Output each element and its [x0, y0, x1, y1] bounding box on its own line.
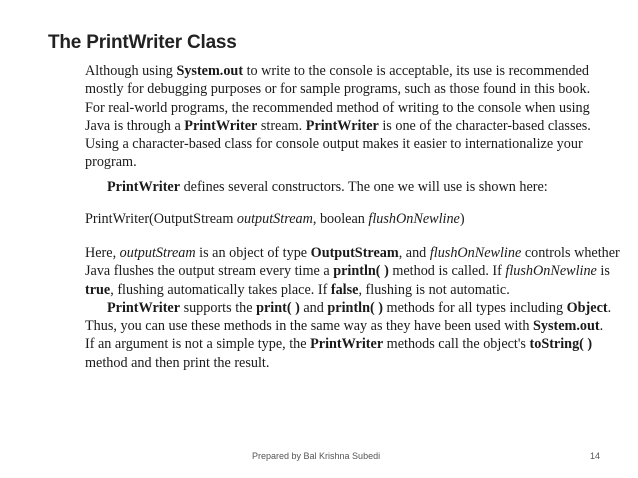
p3-line-1: Here, outputStream is an object of type OutputStream, and flushOnNewline controls whether [85, 245, 620, 261]
param-output-stream: outputStream [119, 245, 196, 261]
code-printwriter: PrintWriter [305, 117, 379, 134]
text-span: defines several constructors. The one we will use is shown here: [180, 179, 548, 195]
code-system-out: System.out [176, 63, 244, 79]
code-printwriter: PrintWriter [107, 179, 181, 195]
paragraph-1 [85, 62, 605, 172]
page-number: 14 [590, 451, 601, 461]
param-flush-on-newline: flushOnNewline [368, 211, 460, 227]
text-span: , boolean [312, 211, 369, 227]
p1-line-6: program. [85, 154, 137, 171]
p4-line-4: method and then print the result. [85, 354, 270, 371]
p4-line-1: PrintWriter supports the print( ) and println( ) methods for all types including Object. [107, 299, 612, 316]
param-flush-on-newline: flushOnNewline [505, 263, 597, 280]
code-system-out: System.out [532, 318, 600, 335]
p4-line-3: If an argument is not a simple type, the PrintWriter methods call the object's toString( ) [85, 336, 593, 353]
code-false: false [330, 281, 359, 298]
p1-line-3: For real-world programs, the recommended method of writing to the console when using [85, 99, 590, 116]
param-output-stream: outputStream [236, 211, 313, 227]
code-object: Object [566, 299, 608, 316]
p1-line-4: Java is through a PrintWriter stream. PrintWriter is one of the character-based classes. [85, 117, 591, 134]
constructor-line [85, 210, 605, 228]
code-println: println( ) [327, 299, 383, 316]
code-true: true [85, 281, 111, 298]
p1-line-1: Although using System.out to write to the console is acceptable, its use is recommended [85, 63, 589, 79]
p1-line-2: mostly for debugging purposes or for sample programs, such as those found in this book. [85, 81, 591, 98]
p3-line-3: true, flushing automatically takes place. If false, flushing is not automatic. [85, 281, 510, 298]
constructor-signature [85, 210, 605, 228]
text-span: ) [459, 211, 465, 227]
code-printwriter: PrintWriter [107, 299, 181, 316]
code-printwriter: PrintWriter [310, 336, 384, 353]
code-tostring: toString( ) [529, 336, 593, 353]
code-println: println( ) [333, 263, 389, 280]
code-print: print( ) [256, 299, 300, 316]
param-flush-on-newline: flushOnNewline [429, 245, 522, 261]
code-outputstream: OutputStream [310, 245, 399, 261]
paragraph-3-4 [85, 244, 620, 372]
page-title: The PrintWriter Class [48, 32, 237, 53]
p4-line-2: Thus, you can use these methods in the same way as they have been used with System.out. [85, 318, 604, 335]
p1-line-5: Using a character-based class for console output makes it easier to internationalize your [85, 136, 583, 153]
code-printwriter: PrintWriter [184, 117, 258, 134]
footer-credit: Prepared by Bal Krishna Subedi [252, 451, 381, 461]
paragraph-2 [85, 178, 605, 196]
text-span: PrintWriter(OutputStream [85, 211, 237, 227]
p2-line-1 [85, 178, 605, 196]
p3-line-2: Java flushes the output stream every time a println( ) method is called. If flushOnNewline is [85, 263, 610, 280]
